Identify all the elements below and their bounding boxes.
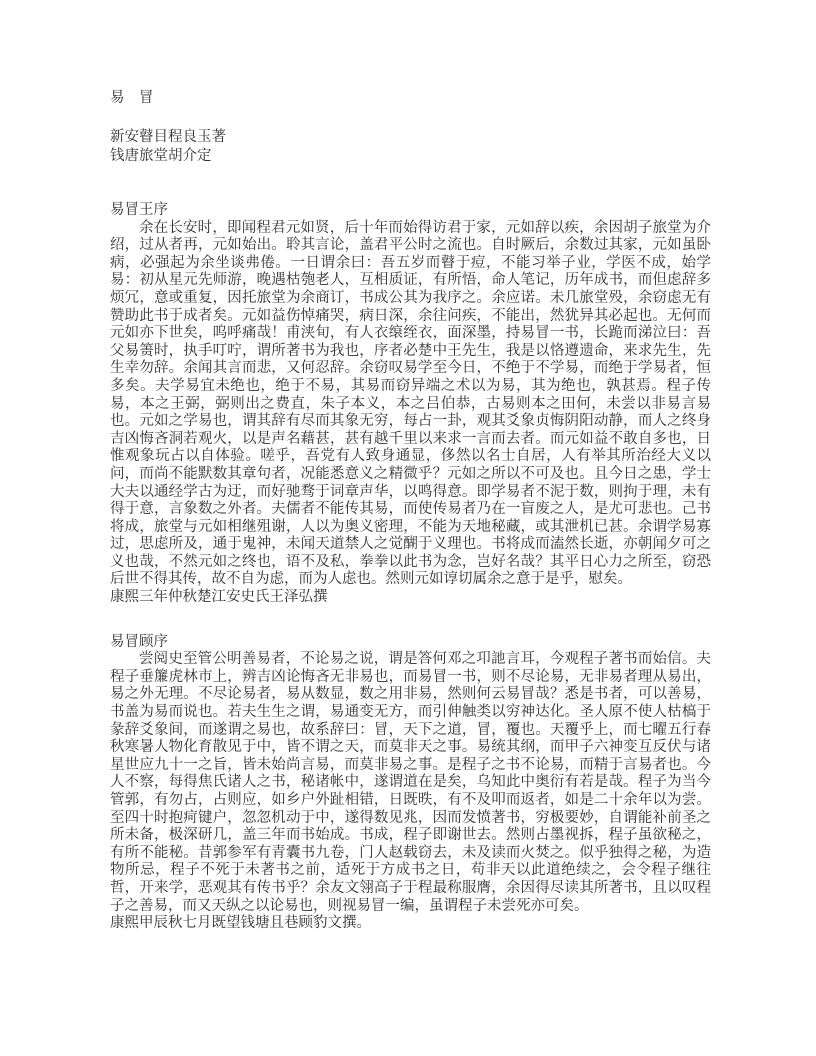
preface-wang-signature: 康熙三年仲秋楚江安史氏王泽弘撰 — [110, 589, 328, 606]
preface-wang-body: 余在长安时，即闻程君元如贤，后十年而始得访君于家，元如辞以疾，余因胡子旅堂为介绍，过从者再，元如始出。聆其言论，盖君平公时之流也。自时厥后，余数过其家，元如虽卧病，必强起为余坐谈弗倦。一日谓余曰：吾五岁而瞽于痘，不能习举子业，学医不成，始学易：初从星元先师游，晚遇枯匏老人，互相质证，有所悟，命人笔记，历年成书，而但虑辞多烦冗，意或重复，因托旅堂为余商订，书成公其为我序之。余应诺。未几旅堂殁，余窃虑无有赞助此书于成者矣。元如益伤悼痛哭，病日深，余往问疾，不能出，然犹异其必起也。无何而元如亦下世矣，呜呼痛哉！甫浃旬，有人衣缞绖衣，面深墨，持易冒一书，长跪而涕泣曰：吾父易箦时，执手叮咛，谓所著书为我也，序者必楚中王先生，我是以恪遵遗命，来求先生，先生幸勿辞。余闻其言而悲，又何忍辞。余窃叹易学至今日，不绝于不学易，而绝于学易者，恒多矣。夫学易宜未绝也，绝于不易，其易而窃异端之术以为易，其为绝也，孰甚焉。程子传易，本之王弼，弼则出之费直，朱子本义，本之吕伯恭，古易则本之田何，未尝以非易言易也。元如之学易也，谓其辞有尽而其象无穷，每占一卦，观其爻象贞悔阴阳动静，而人之终身吉凶悔吝洞若观火，以是声名藉甚，甚有越千里以来求一言而去者。而元如益不敢自多也，日惟观象玩占以自体验。嗟乎，吾党有人致身通显，侈然以名士自居，人有举其所治经大义以问，而尚不能默数其章句者，况能悉意义之精微乎？元如之所以不可及也。且今日之患，学士大夫以通经学古为迂，而好驰骛于词章声华，以鸣得意。即学易者不泥于数，则拘于理，未有得于意，言象数之外者。夫儒者不能传其易，而使传易者乃在一盲废之人，是尤可悲也。己书将成，旅堂与元如相继殂谢，人以为奥义密理，不能为天地秘藏，或其泄机已甚。余谓学易寡过，思虑所及，通于鬼神，未闻天道禁人之觉醐于义理也。书将成而溘然长逝，亦朝闻夕可之义也哉，不然元如之终也，语不及私，拳拳以此书为念，岂好名哉？其平日心力之所至，窃恐后世不得其传，故不自为虑，而为人虑也。然则元如谆切属余之意于是乎，慰矣。 — [110, 219, 711, 588]
byline-block — [110, 128, 711, 166]
preface-wang-section — [110, 202, 711, 607]
preface-gu-heading: 易冒顾序 — [110, 633, 168, 650]
editor-byline: 钱唐旅堂胡介定 — [110, 148, 212, 164]
preface-wang-heading: 易冒王序 — [110, 202, 168, 218]
document-title: 易 冒 — [110, 90, 154, 106]
document-page — [110, 90, 711, 933]
preface-gu-section — [110, 634, 711, 933]
author-byline: 新安瞽目程良玉著 — [110, 129, 226, 145]
preface-gu-body: 尝阅史至管公明善易者，不论易之说，谓是答何邓之卭訑言耳，今观程子著书而始信。夫程子垂簾虎林市上，辨吉凶论悔吝无非易也，而易冒一书，则不尽论易，无非易者理从易出，易之外无理。不尽论易者，易从数显，数之用非易，然则何云易冒哉？悉是书者，可以善易，书盖为易而说也。若夫生生之谓，易通变无方，而引伸触类以穷神达化。圣人原不使人枯槁于彖辞爻象间，而遂谓之易也，故系辞曰：冒，天下之道，冒，覆也。天覆乎上，而七曜五行春秋寒暑人物化育散见于中，皆不谓之天，而莫非天之事。易统其纲，而甲子六神变互反伏与诸星世应九十一之旨，皆未始尚言易，而莫非易之事。是程子之书不论易，而精于言易者也。今人不察，每得焦氏诸人之书，秘诸帐中，遂谓道在是矣，乌知此中奥衍有若是哉。程子为当今管郭，有勿占，占则应，如乡户外趾相错，日既昳，有不及叩而返者，如是二十余年以为尝。至四十时抱疴键户，忽忽机动于中，遂得数见兆，因而发愤著书，穷极要妙，自谓能补前圣之所未备，极深研几，盖三年而书始成。书成，程子即谢世去。然则占墨视拆，程子虽欲秘之，有所不能秘。昔郭参军有青囊书九卷，门人赵载窃去，未及读而火焚之。似乎独得之秘，为造物所忌，程子不死于未著书之前，适死于方成书之日，苟非天以此道绝续之，会令程子继往哲，开来学，恶观其有传书乎？余友文翎高子于程最称服膺，余因得尽读其所著书，且以叹程子之善易，而又天纵之以论易也，则视易冒一编，虽谓程子未尝死亦可矣。 — [110, 651, 711, 914]
preface-gu-signature: 康熙甲辰秋七月既望钱塘且巷顾豹文撰。 — [110, 915, 371, 932]
